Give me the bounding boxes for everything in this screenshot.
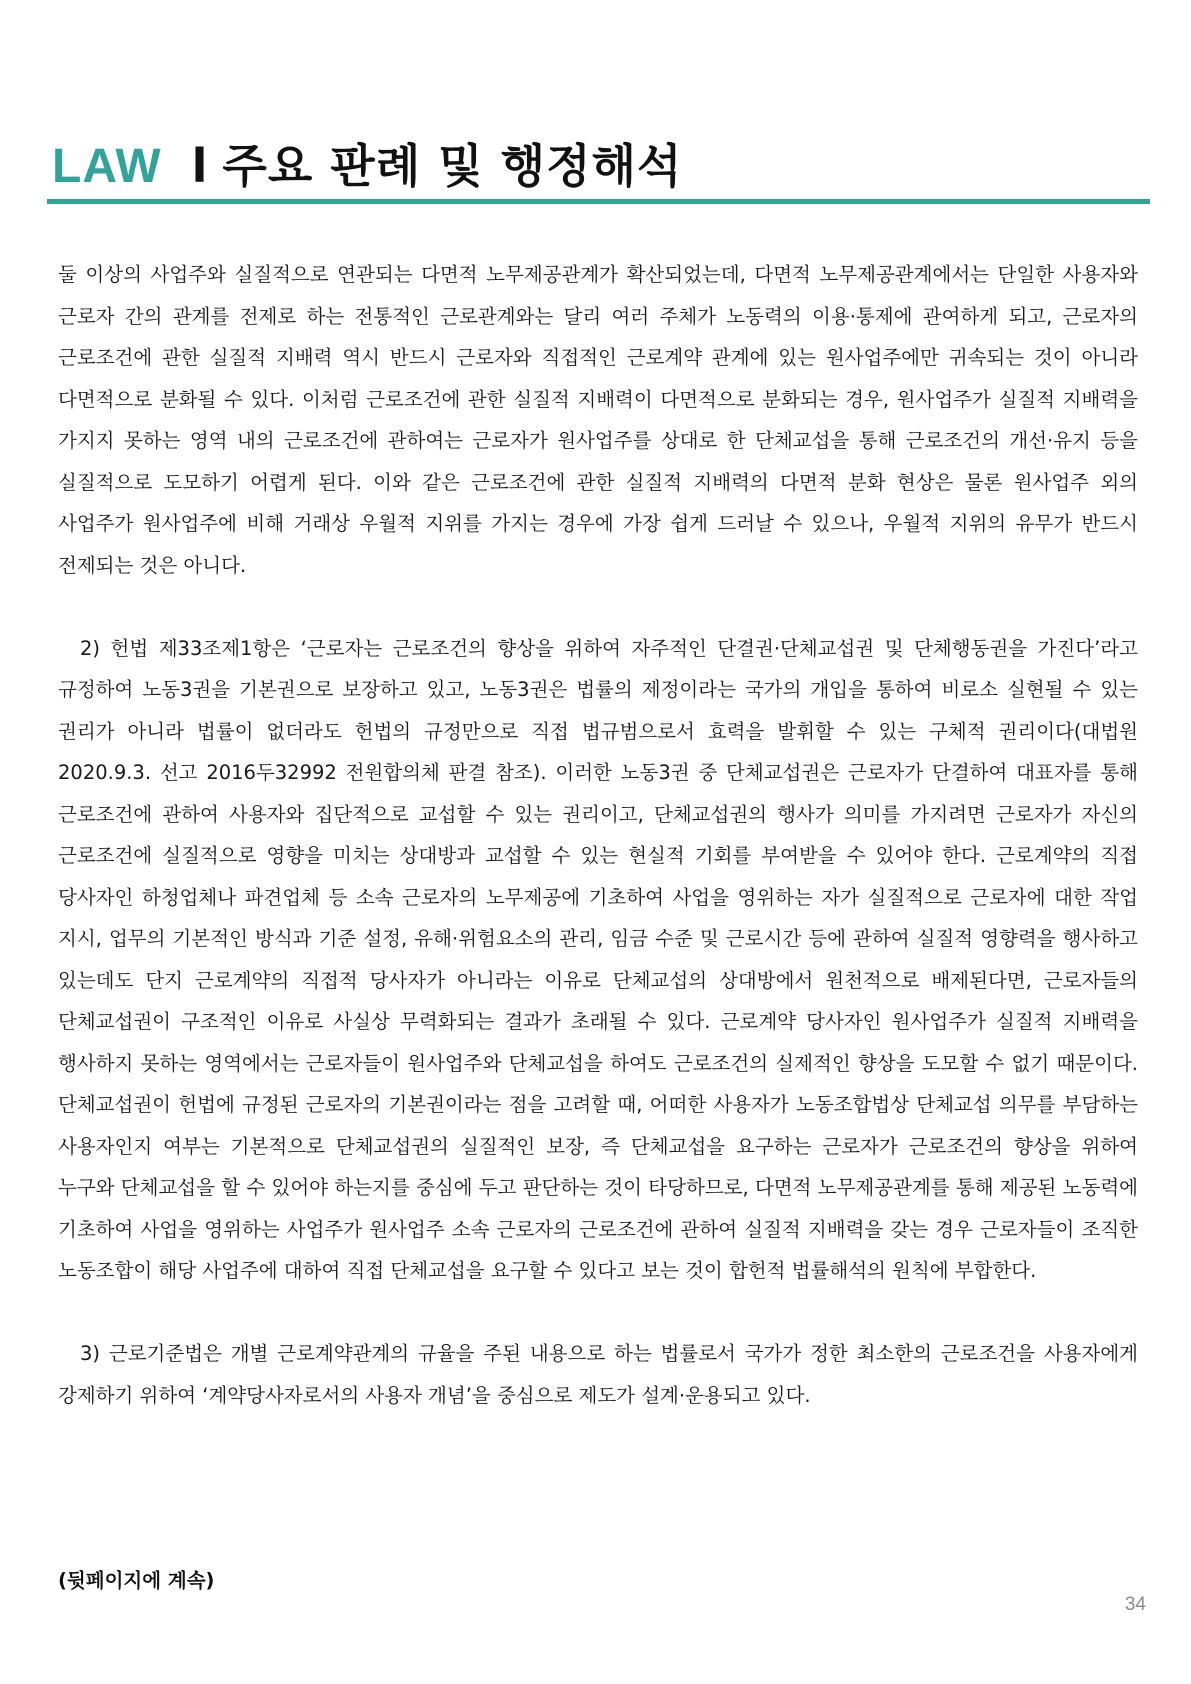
paragraph-intro: 둘 이상의 사업주와 실질적으로 연관되는 다면적 노무제공관계가 확산되었는데, 다면적 노무제공관계에서는 단일한 사용자와 근로자 간의 관계를 전제로 하는 전통적인 근로관계와는 달리 여러 주체가 노동력의 이용·통제에 관여하게 되고, 근로자의 근로조건에 관한 실질적 지배력 역시 반드시 근로자와 직접적인 근로계약 관계에 있는 원사업주에만 귀속되는 것이 아니라 다면적으로 분화될 수 있다. 이처럼 근로조건에 관한 실질적 지배력이 다면적으로 분화되는 경우, 원사업주가 실질적 지배력을 가지지 못하는 영역 내의 근로조건에 관하여는 근로자가 원사업주를 상대로 한 단체교섭을 통해 근로조건의 개선·유지 등을 실질적으로 도모하기 어렵게 된다. 이와 같은 근로조건에 관한 실질적 지배력의 다면적 분화 현상은 물론 원사업주 외의 사업주가 원사업주에 비해 거래상 우월적 지위를 가지는 경우에 가장 쉽게 드러날 수 있으나, 우월적 지위의 유무가 반드시 전제되는 것은 아니다. [58, 263, 1138, 577]
title-text: 주요 판례 및 행정해석 [222, 139, 683, 193]
page-title [52, 138, 682, 195]
title-separator: l [191, 139, 209, 193]
header-divider [47, 199, 1150, 204]
paragraph-3: 3) 근로기준법은 개별 근로계약관계의 규율을 주된 내용으로 하는 법률로서 국가가 정한 최소한의 근로조건을 사용자에게 강제하기 위하여 ‘계약당사자로서의 사용자 개념’을 중심으로 제도가 설계·운용되고 있다. [58, 1342, 1138, 1407]
page-number: 34 [1124, 1594, 1146, 1615]
paragraph-2: 2) 헌법 제33조제1항은 ‘근로자는 근로조건의 향상을 위하여 자주적인 단결권·단체교섭권 및 단체행동권을 가진다’라고 규정하여 노동3권을 기본권으로 보장하고 있고, 노동3권은 법률의 제정이라는 국가의 개입을 통하여 비로소 실현될 수 있는 권리가 아니라 법률이 없더라도 헌법의 규정만으로 직접 법규범으로서 효력을 발휘할 수 있는 구체적 권리이다(대법원 2020.9.3. 선고 2016두32992 전원합의체 판결 참조). 이러한 노동3권 중 단체교섭권은 근로자가 단결하여 대표자를 통해 근로조건에 관하여 사용자와 집단적으로 교섭할 수 있는 권리이고, 단체교섭권의 행사가 의미를 가지려면 근로자가 자신의 근로조건에 실질적으로 영향을 미치는 상대방과 교섭할 수 있는 현실적 기회를 부여받을 수 있어야 한다. 근로계약의 직접 당사자인 하청업체나 파견업체 등 소속 근로자의 노무제공에 기초하여 사업을 영위하는 자가 실질적으로 근로자에 대한 작업 지시, 업무의 기본적인 방식과 기준 설정, 유해·위험요소의 관리, 임금 수준 및 근로시간 등에 관하여 실질적 영향력을 행사하고 있는데도 단지 근로계약의 직접적 당사자가 아니라는 이유로 단체교섭의 상대방에서 원천적으로 배제된다면, 근로자들의 단체교섭권이 구조적인 이유로 사실상 무력화되는 결과가 초래될 수 있다. 근로계약 당사자인 원사업주가 실질적 지배력을 행사하지 못하는 영역에서는 근로자들이 원사업주와 단체교섭을 하여도 근로조건의 실제적인 향상을 도모할 수 없기 때문이다. 단체교섭권이 헌법에 규정된 근로자의 기본권이라는 점을 고려할 때, 어떠한 사용자가 노동조합법상 단체교섭 의무를 부담하는 사용자인지 여부는 기본적으로 단체교섭권의 실질적인 보장, 즉 단체교섭을 요구하는 근로자가 근로조건의 향상을 위하여 누구와 단체교섭을 할 수 있어야 하는지를 중심에 두고 판단하는 것이 타당하므로, 다면적 노무제공관계를 통해 제공된 노동력에 기초하여 사업을 영위하는 사업주가 원사업주 소속 근로자의 근로조건에 관하여 실질적 지배력을 갖는 경우 근로자들이 조직한 노동조합이 해당 사업주에 대하여 직접 단체교섭을 요구할 수 있다고 보는 것이 합헌적 법률해석의 원칙에 부합한다. [58, 636, 1138, 1282]
continue-note: (뒷페이지에 계속) [58, 1569, 215, 1592]
body-content [58, 254, 1138, 1416]
section-label: LAW [52, 140, 162, 193]
page-header [47, 128, 1150, 204]
